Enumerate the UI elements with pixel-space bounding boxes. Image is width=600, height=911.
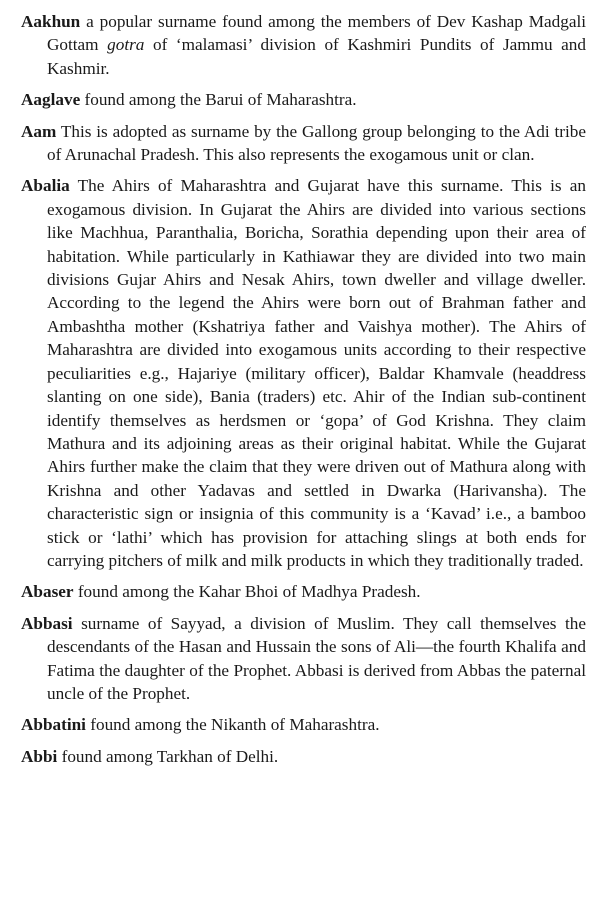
- entry-definition: a popular surname found among the members of Dev Kashap Madgali Gottam gotra of ‘malamasi’ division of Kashmiri Pundits of Jammu and Kashmir.: [47, 12, 586, 78]
- entry-term: Abalia: [21, 176, 70, 196]
- entry-term: Aakhun: [21, 12, 81, 31]
- entry-abbatini: [21, 713, 586, 736]
- entry-term: Abaser: [21, 582, 74, 602]
- entry-definition: found among the Barui of Maharashtra.: [80, 90, 357, 110]
- entry-definition: found among Tarkhan of Delhi.: [57, 746, 279, 766]
- entry-abbasi: [21, 612, 586, 706]
- entry-term: Aam: [21, 121, 57, 141]
- entry-abaser: [21, 580, 586, 603]
- entry-definition: This is adopted as surname by the Gallong group belonging to the Adi tribe of Arunachal Pradesh. This also represents the exogamous unit or clan.: [47, 121, 586, 165]
- entry-definition: The Ahirs of Maharashtra and Gujarat have this surname. This is an exogamous division. In Gujarat the Ahirs are divided into various sections like Machhua, Paranthalia, Boricha, Sorathia depending upon their area of habitation. While particularly in Kathiawar they are divided into two main divisions Gujar Ahirs and Nesak Ahirs, town dweller and village dweller. According to the legend the Ahirs were born out of Brahman father and Ambashtha mother (Kshatriya father and Vaishya mother). The Ahirs of Maharashtra are divided into exogamous units according to their respective peculiarities e.g., Hajariye (military officer), Baldar Khamvale (headdress slanting on one side), Bania (traders) etc. Ahir of the Indian sub-continent identify themselves as herdsmen or ‘gopa’ of God Krishna. They claim Mathura and its adjoining areas as their original habitat. While the Gujarat Ahirs further make the claim that they were driven out of Mathura along with Krishna and other Yadavas and settled in Dwarka (Harivansha). The characteristic sign or insignia of this community is a ‘Kavad’ i.e., a bamboo stick or ‘lathi’ which has provision for attaching slings at both ends for carrying pitchers of milk and milk products in which they traditionally traded.: [47, 176, 586, 570]
- entry-definition: found among the Kahar Bhoi of Madhya Pradesh.: [73, 582, 421, 602]
- entry-abalia: [21, 174, 586, 572]
- entry-aam: [21, 120, 586, 167]
- entry-aakhun: [21, 10, 586, 80]
- entry-term: Abbi: [21, 746, 58, 766]
- entry-term: Abbasi: [21, 613, 73, 633]
- entry-aaglave: [21, 88, 586, 111]
- entry-abbi: [21, 745, 586, 768]
- entry-definition: found among the Nikanth of Maharashtra.: [85, 715, 380, 735]
- entry-term: Aaglave: [21, 90, 81, 110]
- entry-term: Abbatini: [21, 715, 86, 735]
- entry-definition: surname of Sayyad, a division of Muslim. They call themselves the descendants of the Hasan and Hussain the sons of Ali—the fourth Khalifa and Fatima the daughter of the Prophet. Abbasi is derived from Abbas the paternal uncle of the Prophet.: [47, 613, 586, 703]
